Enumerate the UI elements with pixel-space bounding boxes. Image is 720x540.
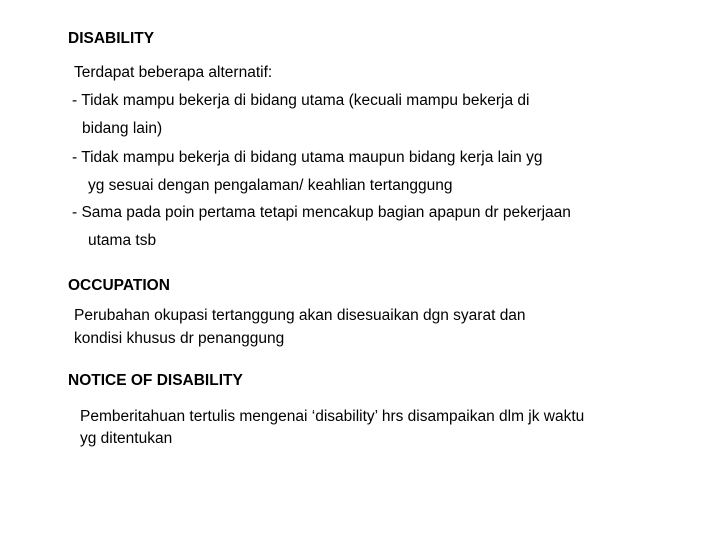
disability-line: - Tidak mampu bekerja di bidang utama maupun bidang kerja lain yg — [72, 149, 543, 166]
disability-heading: DISABILITY — [68, 30, 155, 47]
disability-line: - Sama pada poin pertama tetapi mencakup bagian apapun dr pekerjaan — [72, 204, 571, 221]
occupation-line: kondisi khusus dr penanggung — [74, 330, 285, 347]
disability-line: utama tsb — [88, 232, 157, 249]
disability-line: - Tidak mampu bekerja di bidang utama (kecuali mampu bekerja di — [72, 92, 530, 109]
notice-line: Pemberitahuan tertulis mengenai ‘disability’ hrs disampaikan dlm jk waktu — [80, 408, 585, 425]
notice-line: yg ditentukan — [80, 430, 173, 447]
disability-line: Terdapat beberapa alternatif: — [74, 64, 273, 81]
disability-line: yg sesuai dengan pengalaman/ keahlian tertanggung — [88, 177, 453, 194]
disability-line: bidang lain) — [82, 120, 163, 137]
notice-heading: NOTICE OF DISABILITY — [68, 372, 243, 389]
occupation-heading: OCCUPATION — [68, 277, 170, 294]
occupation-line: Perubahan okupasi tertanggung akan disesuaikan dgn syarat dan — [74, 307, 526, 324]
